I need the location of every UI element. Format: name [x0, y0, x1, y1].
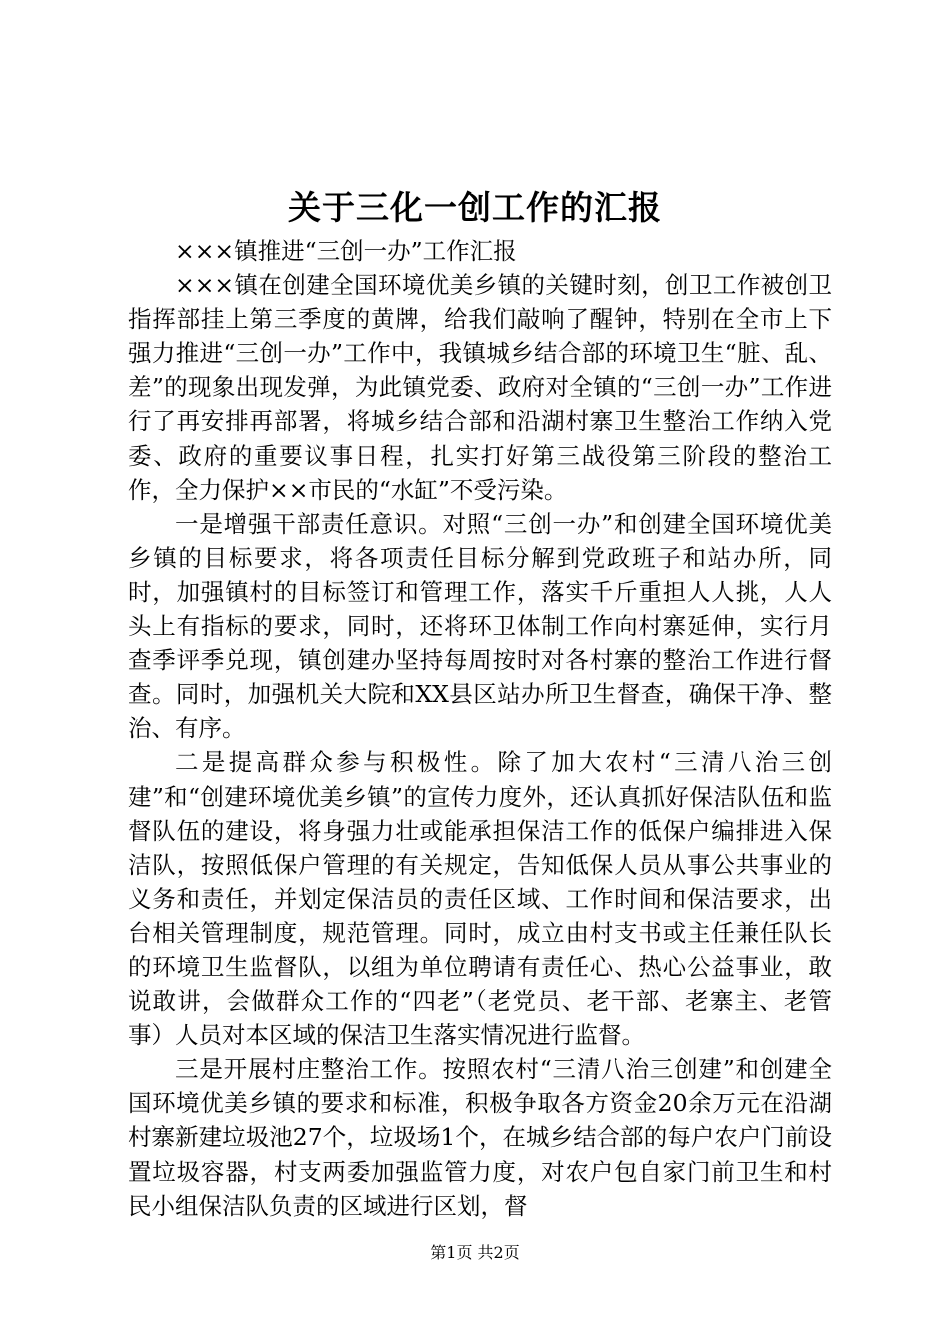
point-three-paragraph: 三是开展村庄整治工作。按照农村“三清八治三创建”和创建全国环境优美乡镇的要求和标准，积极争取各方资金20余万元在沿湖村寨新建垃圾池27个，垃圾场1个，在城乡结合部的每户农户门前设置垃圾容器，村支两委加强监管力度，对农户包自家门前卫生和村民小组保洁队负责的区域进行区划，督 — [128, 1055, 832, 1220]
point-two-paragraph: 二是提高群众参与积极性。除了加大农村“三清八治三创建”和“创建环境优美乡镇”的宣传力度外，还认真抓好保洁队伍和监督队伍的建设，将身强力壮或能承担保洁工作的低保户编排进入保洁队，按照低保户管理的有关规定，告知低保人员从事公共事业的义务和责任，并划定保洁员的责任区域、工作时间和保洁要求，出台相关管理制度，规范管理。同时，成立由村支书或主任兼任队长的环境卫生监督队，以组为单位聘请有责任心、热心公益事业，敢说敢讲，会做群众工作的“四老”（老党员、老干部、老寨主、老管事）人员对本区域的保洁卫生落实情况进行监督。 — [128, 748, 832, 1050]
document-title: 关于三化一创工作的汇报 — [288, 188, 662, 227]
subtitle-paragraph: ×××镇推进“三创一办”工作汇报 — [175, 237, 517, 265]
intro-paragraph: ×××镇在创建全国环境优美乡镇的关键时刻，创卫工作被创卫指挥部挂上第三季度的黄牌，给我们敲响了醒钟，特别在全市上下强力推进“三创一办”工作中，我镇城乡结合部的环境卫生“脏、乱、差”的现象出现发弹，为此镇党委、政府对全镇的“三创一办”工作进行了再安排再部署，将城乡结合部和沿湖村寨卫生整治工作纳入党委、政府的重要议事日程，扎实打好第三战役第三阶段的整治工作，全力保护××市民的“水缸”不受污染。 — [128, 271, 832, 504]
page-footer: 第1页 共2页 — [430, 1243, 520, 1262]
point-one-paragraph: 一是增强干部责任意识。对照“三创一办”和创建全国环境优美乡镇的目标要求，将各项责任目标分解到党政班子和站办所，同时，加强镇村的目标签订和管理工作，落实千斤重担人人挑，人人头上有指标的要求，同时，还将环卫体制工作向村寨延伸，实行月查季评季兑现，镇创建办坚持每周按时对各村寨的整治工作进行督查。同时，加强机关大院和XX县区站办所卫生督查，确保干净、整治、有序。 — [128, 509, 832, 743]
document-body — [128, 234, 832, 1223]
